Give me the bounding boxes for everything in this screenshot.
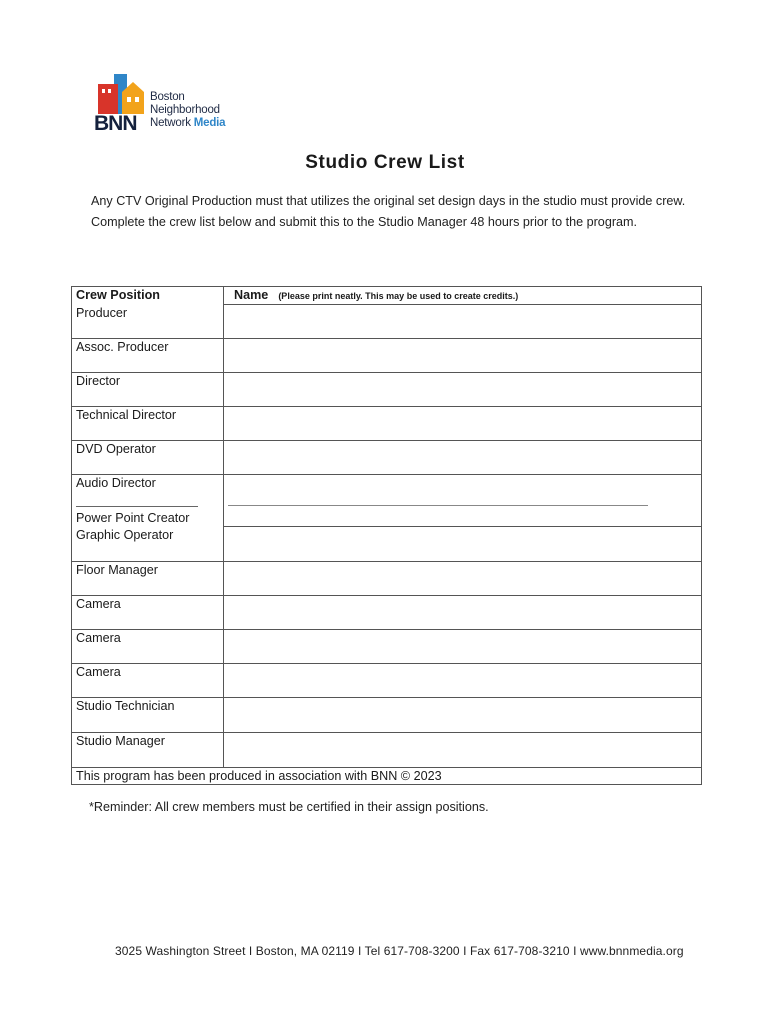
- position-cell: [72, 305, 224, 339]
- table-row: [72, 561, 702, 595]
- bnn-logo: [92, 72, 242, 134]
- table-row: [72, 595, 702, 629]
- name-entry-cell[interactable]: [224, 663, 702, 697]
- table-row: [72, 406, 702, 440]
- position-cell: [72, 474, 224, 527]
- position-label: Studio Manager: [76, 733, 165, 748]
- position-cell: [72, 629, 224, 663]
- logo-media-word: Media: [193, 117, 226, 129]
- table-row: [72, 629, 702, 663]
- name-header-label: Name: [234, 288, 269, 302]
- reminder-note: *Reminder: All crew members must be certified in their assign positions.: [89, 800, 489, 814]
- name-entry-cell[interactable]: [224, 732, 702, 767]
- position-label: Studio Technician: [76, 698, 175, 713]
- position-cell: [72, 697, 224, 732]
- intro-paragraph: Any CTV Original Production must that utilizes the original set design days in the studio must provide crew. Complete the crew list below and submit this to the Studio Manager 48 hours prior to the program.: [91, 194, 686, 229]
- position-label: Assoc. Producer: [76, 339, 169, 354]
- table-footer-text: This program has been produced in association with BNN © 2023: [76, 768, 442, 783]
- name-entry-cell[interactable]: [224, 338, 702, 372]
- logo-line-network: [150, 117, 225, 130]
- table-row: [72, 732, 702, 767]
- name-entry-cell[interactable]: [224, 406, 702, 440]
- table-header-row: [72, 287, 702, 305]
- position-label: Technical Director: [76, 407, 177, 422]
- name-header-note: (Please print neatly. This may be used to create credits.): [278, 291, 519, 301]
- position-cell: [72, 338, 224, 372]
- table-footer-row: [72, 767, 702, 784]
- table-row: [72, 305, 702, 339]
- table-footer-cell: [72, 767, 702, 784]
- crew-position-header: [72, 287, 224, 305]
- position-cell: [72, 595, 224, 629]
- logo-network-word: Network: [150, 117, 191, 129]
- position-label: Director: [76, 373, 121, 388]
- logo-abbrev: BNN: [94, 112, 137, 135]
- name-entry-cell[interactable]: [224, 474, 702, 527]
- position-cell: [72, 527, 224, 562]
- table-row: [72, 527, 702, 562]
- crew-table: [71, 286, 702, 785]
- table-row: [72, 338, 702, 372]
- name-entry-cell[interactable]: [224, 629, 702, 663]
- footer-address: 3025 Washington Street I Boston, MA 02119 I Tel 617-708-3200 I Fax 617-708-3210 I www.bnnmedia.org: [115, 944, 684, 958]
- name-entry-cell[interactable]: [224, 697, 702, 732]
- table-row: [72, 663, 702, 697]
- name-entry-cell[interactable]: [224, 527, 702, 562]
- position-cell: [72, 561, 224, 595]
- name-entry-cell[interactable]: [224, 305, 702, 339]
- position-cell: [72, 732, 224, 767]
- table-row: [72, 474, 702, 527]
- position-blank-line[interactable]: [76, 492, 198, 507]
- position-cell: [72, 663, 224, 697]
- logo-wordmark: [150, 91, 225, 130]
- position-cell: [72, 406, 224, 440]
- position-cell: [72, 372, 224, 406]
- name-entry-cell[interactable]: [224, 561, 702, 595]
- position-cell: [72, 440, 224, 474]
- page-title: Studio Crew List: [305, 152, 465, 173]
- logo-line-boston: Boston: [150, 91, 185, 103]
- logo-line-neighborhood: Neighborhood: [150, 104, 220, 116]
- position-label: Camera: [76, 664, 121, 679]
- position-label: DVD Operator: [76, 441, 156, 456]
- position-label: Audio Director: [76, 475, 156, 490]
- position-label: Floor Manager: [76, 562, 158, 577]
- table-row: [72, 372, 702, 406]
- position-label: Producer: [76, 305, 128, 320]
- table-row: [72, 440, 702, 474]
- table-row: [72, 697, 702, 732]
- position-label: Camera: [76, 630, 121, 645]
- name-blank-line[interactable]: [228, 505, 648, 506]
- name-entry-cell[interactable]: [224, 440, 702, 474]
- name-entry-cell[interactable]: [224, 372, 702, 406]
- crew-position-header-label: Crew Position: [76, 288, 160, 302]
- name-header: [224, 287, 702, 305]
- position-label: Graphic Operator: [76, 527, 174, 542]
- position-label: Power Point Creator: [76, 510, 190, 525]
- position-label: Camera: [76, 596, 121, 611]
- name-entry-cell[interactable]: [224, 595, 702, 629]
